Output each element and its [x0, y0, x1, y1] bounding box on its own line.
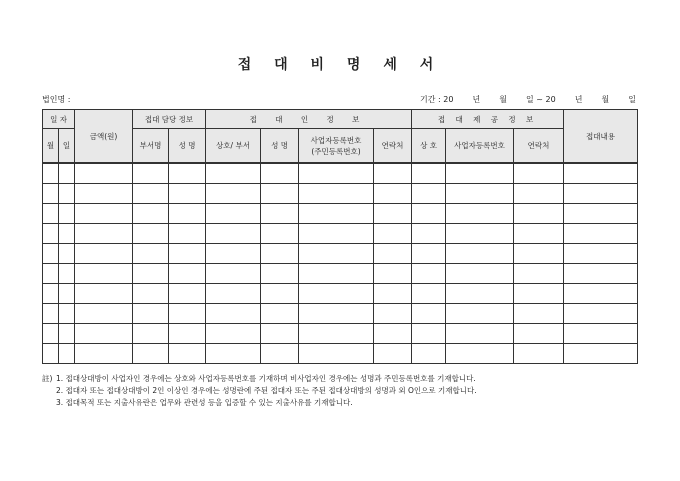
table-row	[43, 344, 638, 364]
cell-provider-name[interactable]	[412, 163, 446, 184]
cell-guest-reg[interactable]	[299, 304, 374, 324]
cell-day[interactable]	[59, 224, 75, 244]
header-guest-reg-line2: (주민등록번호)	[311, 146, 361, 156]
cell-staff-name[interactable]	[169, 224, 206, 244]
cell-provider-contact[interactable]	[514, 264, 564, 284]
cell-guest-name[interactable]	[261, 163, 299, 184]
cell-month[interactable]	[43, 344, 59, 364]
header-provider-name: 상 호	[412, 129, 446, 164]
table-row	[43, 244, 638, 264]
cell-provider-name[interactable]	[412, 284, 446, 304]
cell-amount[interactable]	[75, 163, 133, 184]
expense-table	[42, 109, 638, 364]
cell-provider-reg[interactable]	[446, 284, 514, 304]
cell-month[interactable]	[43, 224, 59, 244]
cell-content[interactable]	[564, 304, 638, 324]
note-text: 2. 접대자 또는 접대상대방이 2인 이상인 경우에는 성명란에 주된 접대자 또는 주된 접대상대방의 성명과 외 O인으로 기재합니다.	[56, 386, 477, 395]
cell-amount[interactable]	[75, 324, 133, 344]
cell-day[interactable]	[59, 344, 75, 364]
period-end-day-unit: 일	[628, 95, 636, 104]
document-title: 접 대 비 명 세 서	[237, 57, 443, 73]
cell-month[interactable]	[43, 244, 59, 264]
cell-guest-contact[interactable]	[374, 324, 412, 344]
cell-staff-dept[interactable]	[133, 163, 169, 184]
note-item	[42, 397, 477, 409]
cell-guest-company[interactable]	[206, 264, 261, 284]
cell-provider-name[interactable]	[412, 184, 446, 204]
header-staff-name: 성 명	[169, 129, 206, 164]
cell-guest-name[interactable]	[261, 224, 299, 244]
header-day: 일	[59, 129, 75, 164]
period-end-year-unit: 년	[574, 95, 583, 104]
table-body	[43, 163, 638, 364]
cell-staff-name[interactable]	[169, 204, 206, 224]
cell-content[interactable]	[564, 224, 638, 244]
header-month: 월	[43, 129, 59, 164]
cell-guest-name[interactable]	[261, 284, 299, 304]
cell-guest-contact[interactable]	[374, 244, 412, 264]
cell-content[interactable]	[564, 244, 638, 264]
cell-guest-contact[interactable]	[374, 264, 412, 284]
cell-guest-name[interactable]	[261, 184, 299, 204]
cell-provider-reg[interactable]	[446, 184, 514, 204]
cell-guest-name[interactable]	[261, 264, 299, 284]
cell-provider-contact[interactable]	[514, 184, 564, 204]
cell-guest-company[interactable]	[206, 244, 261, 264]
header-guest-company: 상호/ 부서	[206, 129, 261, 164]
cell-staff-name[interactable]	[169, 284, 206, 304]
cell-amount[interactable]	[75, 284, 133, 304]
cell-amount[interactable]	[75, 244, 133, 264]
cell-guest-contact[interactable]	[374, 163, 412, 184]
cell-staff-dept[interactable]	[133, 224, 169, 244]
cell-content[interactable]	[564, 324, 638, 344]
cell-staff-name[interactable]	[169, 344, 206, 364]
table-row	[43, 204, 638, 224]
cell-month[interactable]	[43, 304, 59, 324]
table-row	[43, 264, 638, 284]
cell-day[interactable]	[59, 184, 75, 204]
cell-content[interactable]	[564, 264, 638, 284]
cell-content[interactable]	[564, 163, 638, 184]
cell-staff-dept[interactable]	[133, 304, 169, 324]
cell-provider-reg[interactable]	[446, 244, 514, 264]
cell-provider-name[interactable]	[412, 324, 446, 344]
cell-staff-name[interactable]	[169, 244, 206, 264]
cell-staff-dept[interactable]	[133, 284, 169, 304]
table-row	[43, 284, 638, 304]
cell-guest-company[interactable]	[206, 284, 261, 304]
cell-provider-name[interactable]	[412, 204, 446, 224]
cell-guest-reg[interactable]	[299, 324, 374, 344]
cell-day[interactable]	[59, 163, 75, 184]
cell-provider-reg[interactable]	[446, 324, 514, 344]
cell-guest-reg[interactable]	[299, 244, 374, 264]
cell-month[interactable]	[43, 324, 59, 344]
cell-provider-contact[interactable]	[514, 224, 564, 244]
cell-content[interactable]	[564, 184, 638, 204]
cell-content[interactable]	[564, 344, 638, 364]
cell-guest-contact[interactable]	[374, 284, 412, 304]
cell-day[interactable]	[59, 284, 75, 304]
note-item	[42, 373, 477, 385]
period-start-year-unit: 년	[472, 95, 481, 104]
cell-guest-name[interactable]	[261, 304, 299, 324]
cell-staff-dept[interactable]	[133, 324, 169, 344]
corp-name-label: 법인명 :	[42, 95, 71, 104]
cell-provider-reg[interactable]	[446, 344, 514, 364]
cell-amount[interactable]	[75, 304, 133, 324]
cell-guest-name[interactable]	[261, 324, 299, 344]
period-end-month-unit: 월	[601, 95, 610, 104]
cell-provider-reg[interactable]	[446, 163, 514, 184]
cell-guest-name[interactable]	[261, 204, 299, 224]
cell-month[interactable]	[43, 264, 59, 284]
header-provider-reg: 사업자등록번호	[446, 129, 514, 164]
header-provider-group: 접 대 제 공 정 보	[412, 110, 564, 129]
period-start-year: 기간 : 20	[420, 95, 454, 104]
cell-staff-dept[interactable]	[133, 184, 169, 204]
cell-provider-reg[interactable]	[446, 204, 514, 224]
cell-day[interactable]	[59, 304, 75, 324]
cell-staff-name[interactable]	[169, 304, 206, 324]
header-content: 접대내용	[564, 110, 638, 164]
cell-day[interactable]	[59, 324, 75, 344]
cell-guest-reg[interactable]	[299, 163, 374, 184]
cell-guest-name[interactable]	[261, 244, 299, 264]
table-row	[43, 324, 638, 344]
cell-provider-reg[interactable]	[446, 304, 514, 324]
period-line	[420, 94, 636, 105]
cell-day[interactable]	[59, 244, 75, 264]
cell-staff-dept[interactable]	[133, 344, 169, 364]
cell-staff-dept[interactable]	[133, 244, 169, 264]
cell-guest-reg[interactable]	[299, 204, 374, 224]
cell-guest-contact[interactable]	[374, 224, 412, 244]
cell-content[interactable]	[564, 284, 638, 304]
cell-staff-dept[interactable]	[133, 264, 169, 284]
cell-month[interactable]	[43, 204, 59, 224]
period-start-month-unit: 월	[499, 95, 507, 104]
period-start-day-unit: 일 ~ 20	[525, 95, 556, 104]
cell-provider-contact[interactable]	[514, 324, 564, 344]
cell-guest-reg[interactable]	[299, 344, 374, 364]
cell-day[interactable]	[59, 204, 75, 224]
cell-guest-contact[interactable]	[374, 184, 412, 204]
cell-guest-company[interactable]	[206, 344, 261, 364]
header-guest-reg	[299, 129, 374, 164]
cell-provider-name[interactable]	[412, 224, 446, 244]
cell-guest-company[interactable]	[206, 304, 261, 324]
cell-provider-contact[interactable]	[514, 204, 564, 224]
cell-amount[interactable]	[75, 204, 133, 224]
cell-month[interactable]	[43, 163, 59, 184]
table-row	[43, 304, 638, 324]
cell-provider-name[interactable]	[412, 344, 446, 364]
cell-staff-name[interactable]	[169, 184, 206, 204]
cell-guest-company[interactable]	[206, 324, 261, 344]
cell-amount[interactable]	[75, 224, 133, 244]
header-guest-reg-line1: 사업자등록번호	[310, 135, 362, 145]
cell-guest-reg[interactable]	[299, 224, 374, 244]
cell-provider-name[interactable]	[412, 244, 446, 264]
note-item	[42, 385, 477, 397]
header-staff-group: 접대 담당 정보	[133, 110, 206, 129]
header-date: 일 자	[43, 110, 75, 129]
cell-provider-name[interactable]	[412, 304, 446, 324]
cell-provider-contact[interactable]	[514, 244, 564, 264]
cell-provider-contact[interactable]	[514, 284, 564, 304]
note-text: 3. 접대목적 또는 지출사유란은 업무와 관련성 등을 입증할 수 있는 지출사유를 기재합니다.	[56, 398, 353, 407]
cell-staff-name[interactable]	[169, 324, 206, 344]
table-row	[43, 224, 638, 244]
cell-provider-reg[interactable]	[446, 224, 514, 244]
cell-staff-name[interactable]	[169, 163, 206, 184]
cell-provider-contact[interactable]	[514, 163, 564, 184]
cell-provider-contact[interactable]	[514, 304, 564, 324]
cell-guest-company[interactable]	[206, 224, 261, 244]
cell-staff-name[interactable]	[169, 264, 206, 284]
cell-day[interactable]	[59, 264, 75, 284]
header-guest-contact: 연락처	[374, 129, 412, 164]
header-amount: 금액(원)	[75, 110, 133, 164]
cell-amount[interactable]	[75, 184, 133, 204]
cell-guest-contact[interactable]	[374, 344, 412, 364]
cell-month[interactable]	[43, 284, 59, 304]
cell-guest-reg[interactable]	[299, 284, 374, 304]
cell-guest-reg[interactable]	[299, 264, 374, 284]
cell-guest-contact[interactable]	[374, 304, 412, 324]
cell-month[interactable]	[43, 184, 59, 204]
note-prefix: 註)	[42, 374, 53, 383]
cell-guest-company[interactable]	[206, 184, 261, 204]
header-provider-contact: 연락처	[514, 129, 564, 164]
cell-guest-reg[interactable]	[299, 184, 374, 204]
cell-content[interactable]	[564, 204, 638, 224]
table-row	[43, 184, 638, 204]
cell-amount[interactable]	[75, 264, 133, 284]
cell-amount[interactable]	[75, 344, 133, 364]
header-staff-dept: 부서명	[133, 129, 169, 164]
notes-block	[42, 373, 477, 409]
cell-guest-contact[interactable]	[374, 204, 412, 224]
cell-provider-contact[interactable]	[514, 344, 564, 364]
cell-staff-dept[interactable]	[133, 204, 169, 224]
note-text: 1. 접대상대방이 사업자인 경우에는 상호와 사업자등록번호를 기재하며 비사업자인 경우에는 성명과 주민등록번호를 기재합니다.	[56, 374, 476, 383]
cell-provider-reg[interactable]	[446, 264, 514, 284]
header-guest-name: 성 명	[261, 129, 299, 164]
cell-guest-name[interactable]	[261, 344, 299, 364]
cell-provider-name[interactable]	[412, 264, 446, 284]
cell-guest-company[interactable]	[206, 163, 261, 184]
table-row	[43, 163, 638, 184]
header-guest-group: 접 대 인 정 보	[206, 110, 412, 129]
cell-guest-company[interactable]	[206, 204, 261, 224]
